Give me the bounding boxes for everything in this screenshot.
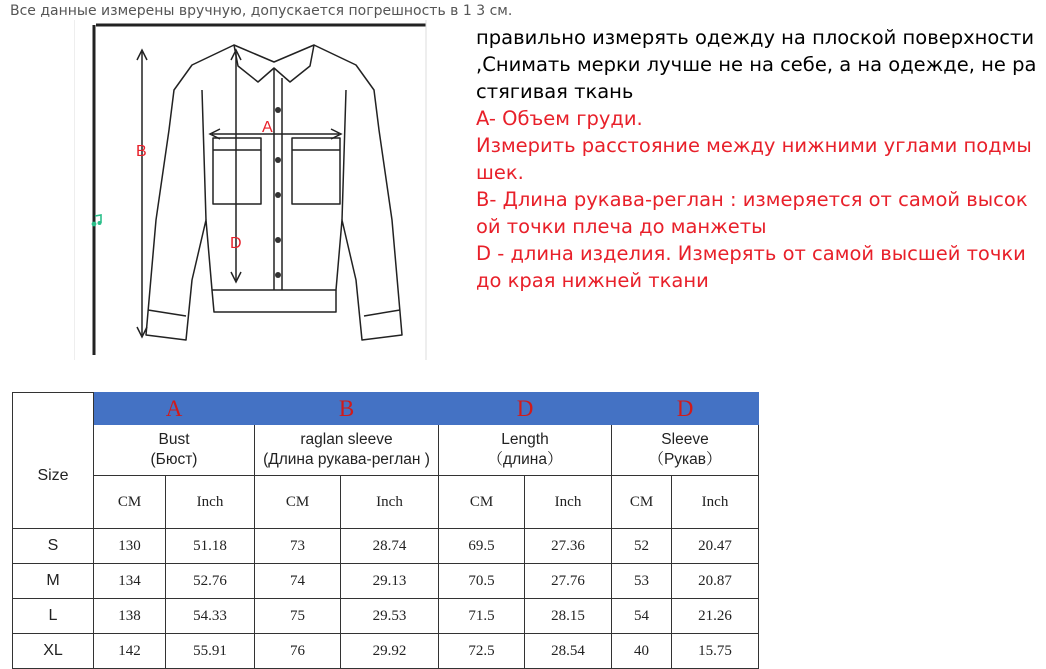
blank-cell (13, 393, 94, 425)
instruction-line: ,Снимать мерки лучше не на себе, а на одежде, не ра (476, 53, 1037, 76)
value-cell: 20.47 (672, 529, 759, 564)
value-cell: 27.76 (525, 564, 612, 599)
raglan-label: raglan sleeve (300, 431, 393, 448)
label-d: D (230, 235, 242, 252)
measurement-instructions (476, 24, 1036, 294)
unit-cell: CM (612, 476, 672, 529)
value-cell: 29.92 (341, 634, 439, 669)
length-label: Length (501, 431, 549, 448)
raglan-label-ru: (Длина рукава-реглан ) (263, 451, 430, 468)
value-cell: 73 (255, 529, 341, 564)
value-cell: 130 (94, 529, 166, 564)
group-header-row (13, 425, 759, 476)
unit-cell: Inch (166, 476, 255, 529)
value-cell: 52 (612, 529, 672, 564)
letter-a-header: A (94, 393, 255, 425)
value-cell: 20.87 (672, 564, 759, 599)
value-cell: 54.33 (166, 599, 255, 634)
instruction-line: до края нижней ткани (476, 269, 709, 292)
value-cell: 69.5 (439, 529, 525, 564)
unit-cell: CM (94, 476, 166, 529)
letter-header-row (13, 393, 759, 425)
music-note-icon (90, 214, 104, 228)
value-cell: 29.53 (341, 599, 439, 634)
table-row (13, 599, 759, 634)
instruction-line: правильно измерять одежду на плоской поверхности (476, 26, 1035, 49)
value-cell: 52.76 (166, 564, 255, 599)
letter-b-header: B (255, 393, 439, 425)
letter-d2-header: D (612, 393, 759, 425)
size-cell: S (13, 529, 94, 564)
table-row (13, 634, 759, 669)
sleeve-header (612, 425, 759, 476)
size-cell: M (13, 564, 94, 599)
size-chart-table (12, 392, 759, 669)
letter-d-header: D (439, 393, 612, 425)
value-cell: 71.5 (439, 599, 525, 634)
size-cell: XL (13, 634, 94, 669)
value-cell: 40 (612, 634, 672, 669)
bust-label-ru: (Бюст) (150, 451, 198, 468)
unit-cell: Inch (672, 476, 759, 529)
instruction-line: D - длина изделия. Измерять от самой высшей точки (476, 242, 1026, 265)
value-cell: 76 (255, 634, 341, 669)
value-cell: 21.26 (672, 599, 759, 634)
value-cell: 134 (94, 564, 166, 599)
sleeve-label-ru: （Рукав） (648, 451, 722, 468)
length-label-ru: （длина） (487, 451, 563, 468)
value-cell: 28.74 (341, 529, 439, 564)
table-row (13, 564, 759, 599)
value-cell: 28.54 (525, 634, 612, 669)
unit-cell: CM (439, 476, 525, 529)
unit-cell: CM (255, 476, 341, 529)
unit-header-row (13, 476, 759, 529)
instruction-line: ой точки плеча до манжеты (476, 215, 767, 238)
sleeve-label: Sleeve (661, 431, 709, 448)
jacket-buttons (275, 107, 281, 278)
instruction-line: B- Длина рукава-реглан : измеряется от самой высок (476, 188, 1028, 211)
value-cell: 54 (612, 599, 672, 634)
jacket-diagram (74, 20, 474, 360)
size-header: Size (13, 425, 94, 529)
measurement-arrows (137, 50, 341, 337)
size-cell: L (13, 599, 94, 634)
value-cell: 27.36 (525, 529, 612, 564)
value-cell: 51.18 (166, 529, 255, 564)
value-cell: 53 (612, 564, 672, 599)
value-cell: 142 (94, 634, 166, 669)
table-row (13, 529, 759, 564)
diagram-frame (94, 25, 426, 355)
value-cell: 72.5 (439, 634, 525, 669)
instruction-line: стягивая ткань (476, 80, 634, 103)
jacket-outline (146, 45, 402, 340)
value-cell: 74 (255, 564, 341, 599)
label-b: B (136, 143, 147, 160)
unit-cell: Inch (525, 476, 612, 529)
value-cell: 70.5 (439, 564, 525, 599)
unit-cell: Inch (341, 476, 439, 529)
measurement-note: Все данные измерены вручную, допускается погрешность в 1 3 см. (10, 3, 513, 19)
bust-label: Bust (158, 431, 190, 448)
length-header (439, 425, 612, 476)
bust-header (94, 425, 255, 476)
raglan-header (255, 425, 439, 476)
value-cell: 75 (255, 599, 341, 634)
value-cell: 15.75 (672, 634, 759, 669)
value-cell: 29.13 (341, 564, 439, 599)
instruction-line: шек. (476, 161, 524, 184)
value-cell: 55.91 (166, 634, 255, 669)
value-cell: 28.15 (525, 599, 612, 634)
label-a: A (262, 119, 273, 136)
instruction-line: A- Объем груди. (476, 107, 643, 130)
instruction-line: Измерить расстояние между нижними углами подмы (476, 134, 1032, 157)
value-cell: 138 (94, 599, 166, 634)
